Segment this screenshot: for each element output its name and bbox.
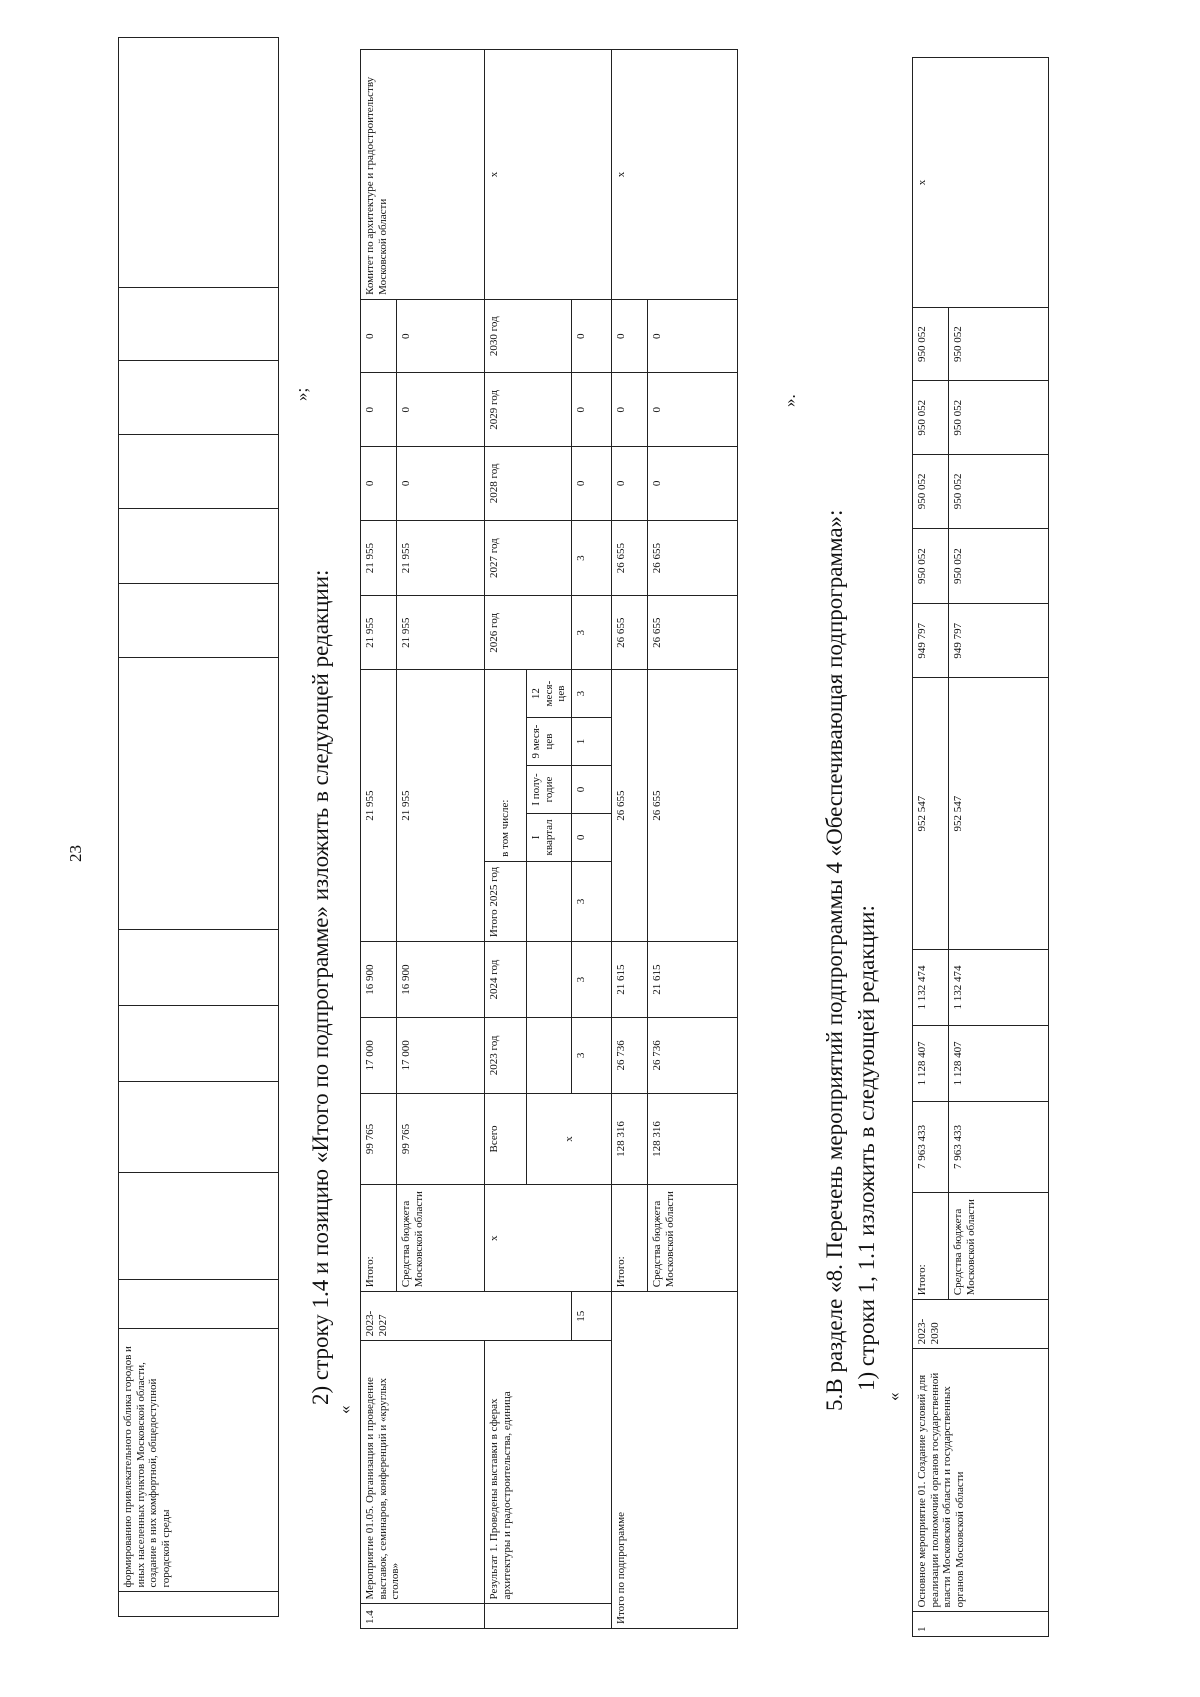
value-cell: 7 963 433 [913, 1101, 949, 1192]
value-cell: 21 615 [647, 942, 737, 1018]
result-text: Результат 1. Проведены выставки в сферах архитектуры и градостроительства, единица [485, 1341, 612, 1604]
total-itogo: Итого: [611, 1185, 647, 1292]
value-cell: 950 052 [913, 381, 949, 455]
value-cell: 950 052 [949, 455, 1049, 529]
header-2028: 2028 год [485, 447, 572, 521]
value-cell: 0 [397, 373, 485, 447]
total-budget: Средства бюджета Московской области [647, 1185, 737, 1292]
value-cell: 15 [571, 1292, 611, 1341]
value-cell: 21 955 [397, 670, 485, 942]
value-cell: 952 547 [913, 678, 949, 950]
total-label: Итого по подпрограмме [611, 1292, 737, 1629]
value-cell: 1 128 407 [949, 1025, 1049, 1101]
value-cell: 21 955 [361, 520, 397, 596]
value-cell: 21 955 [397, 520, 485, 596]
value-cell: 1 132 474 [949, 950, 1049, 1026]
value-cell: 128 316 [611, 1093, 647, 1184]
row-number: 1 [913, 1612, 1049, 1637]
value-cell: 1 [571, 718, 611, 766]
value-cell: 0 [361, 447, 397, 521]
top-end-quote: »; [292, 387, 311, 401]
value-cell: 0 [361, 373, 397, 447]
header-m12: 12 меся- цев [527, 670, 572, 718]
value-cell: 21 955 [397, 596, 485, 670]
value-cell: 3 [571, 596, 611, 670]
value-cell: 3 [571, 861, 611, 941]
section2-open-quote: « [335, 1405, 354, 1414]
value-cell: 0 [571, 447, 611, 521]
value-cell: 21 615 [611, 942, 647, 1018]
value-cell: 950 052 [913, 528, 949, 604]
value-cell: 0 [397, 447, 485, 521]
value-cell: 1 132 474 [913, 950, 949, 1026]
value-cell: 26 655 [647, 670, 737, 942]
value-cell: 0 [571, 766, 611, 814]
header-m9: 9 меся- цев [527, 718, 572, 766]
value-cell: 16 900 [397, 942, 485, 1018]
row-number: 1.4 [361, 1604, 485, 1629]
header-h1: I полу- годие [527, 766, 572, 814]
value-cell: 128 316 [647, 1093, 737, 1184]
budget-source: Средства бюджета Московской области [949, 1193, 1049, 1300]
value-cell: 99 765 [397, 1093, 485, 1184]
header-2024: 2024 год [485, 942, 527, 1018]
header-2029: 2029 год [485, 373, 572, 447]
value-cell: 17 000 [361, 1017, 397, 1093]
header-2027: 2027 год [485, 520, 572, 596]
header-vsego: Всего [485, 1093, 527, 1184]
value-cell: 950 052 [949, 528, 1049, 604]
value-cell: 26 655 [611, 670, 647, 942]
header-q1: I квартал [527, 813, 572, 861]
value-cell: 950 052 [949, 307, 1049, 381]
value-cell: 949 797 [913, 604, 949, 678]
value-cell: 16 900 [361, 942, 397, 1018]
section2-heading: 2) строку 1.4 и позицию «Итого по подпрограмме» изложить в следующей редакции: [308, 569, 333, 1405]
value-cell: 7 963 433 [949, 1101, 1049, 1192]
value-cell: 0 [611, 447, 647, 521]
budget-source: Средства бюджета Московской области [397, 1185, 485, 1292]
top-table [118, 37, 279, 1617]
value-cell: 950 052 [913, 455, 949, 529]
value-cell: 26 736 [647, 1017, 737, 1093]
value-cell: 99 765 [361, 1093, 397, 1184]
measure-name: Мероприятие 01.05. Организация и проведение выставок, семинаров, конференций и «круглых столов» [361, 1341, 485, 1604]
top-text: формированию привлекательного облика городов и иных населенных пунктов Московской области, создание в них комфортной, общедоступной городской среды [119, 1329, 279, 1592]
value-cell: 0 [611, 299, 647, 373]
executor: Комитет по архитектуре и градостроительству Московской области [361, 50, 485, 300]
header-2023: 2023 год [485, 1017, 527, 1093]
section5-table [912, 57, 1049, 1637]
header-vtom: в том числе: [485, 670, 527, 862]
value-cell: 26 655 [647, 520, 737, 596]
page-number: 23 [66, 845, 85, 862]
section2-table [360, 49, 738, 1629]
value-cell: 21 955 [361, 670, 397, 942]
value-cell: 0 [361, 299, 397, 373]
measure-name: Основное мероприятие 01. Создание условий для реализации полномочий органов государственной власти Московской области и государственных органов Московской области [913, 1349, 1049, 1612]
value-cell: 26 655 [647, 596, 737, 670]
value-cell: 1 128 407 [913, 1025, 949, 1101]
result-x-end: x [485, 50, 612, 300]
total-x: x [611, 50, 737, 300]
result-x2: x [527, 1093, 612, 1184]
section5-x: x [913, 58, 1049, 308]
header-2030: 2030 год [485, 299, 572, 373]
itogo-label: Итого: [913, 1193, 949, 1300]
section5-subheading: 1) строки 1, 1.1 изложить в следующей редакции: [854, 905, 879, 1391]
section2-end-quote: ». [780, 394, 799, 407]
value-cell: 0 [647, 299, 737, 373]
value-cell: 950 052 [913, 307, 949, 381]
header-2026: 2026 год [485, 596, 572, 670]
section5-heading: 5.В разделе «8. Перечень мероприятий подпрограммы 4 «Обеспечивающая подпрограмма»: [822, 509, 847, 1411]
value-cell: 0 [571, 813, 611, 861]
value-cell: 0 [571, 373, 611, 447]
value-cell: 950 052 [949, 381, 1049, 455]
value-cell: 3 [571, 1017, 611, 1093]
result-x: x [485, 1185, 612, 1292]
value-cell: 952 547 [949, 678, 1049, 950]
period: 2023-2027 [361, 1292, 572, 1341]
itogo-label: Итого: [361, 1185, 397, 1292]
value-cell: 949 797 [949, 604, 1049, 678]
value-cell: 26 655 [611, 596, 647, 670]
value-cell: 3 [571, 670, 611, 718]
period: 2023-2030 [913, 1300, 1049, 1349]
value-cell: 17 000 [397, 1017, 485, 1093]
value-cell: 0 [647, 447, 737, 521]
value-cell: 3 [571, 942, 611, 1018]
value-cell: 0 [397, 299, 485, 373]
value-cell: 0 [571, 299, 611, 373]
value-cell: 3 [571, 520, 611, 596]
value-cell: 21 955 [361, 596, 397, 670]
section5-open-quote: « [884, 1392, 903, 1401]
value-cell: 26 655 [611, 520, 647, 596]
header-itogo-2025: Итого 2025 год [485, 861, 527, 941]
value-cell: 0 [647, 373, 737, 447]
value-cell: 0 [611, 373, 647, 447]
value-cell: 26 736 [611, 1017, 647, 1093]
